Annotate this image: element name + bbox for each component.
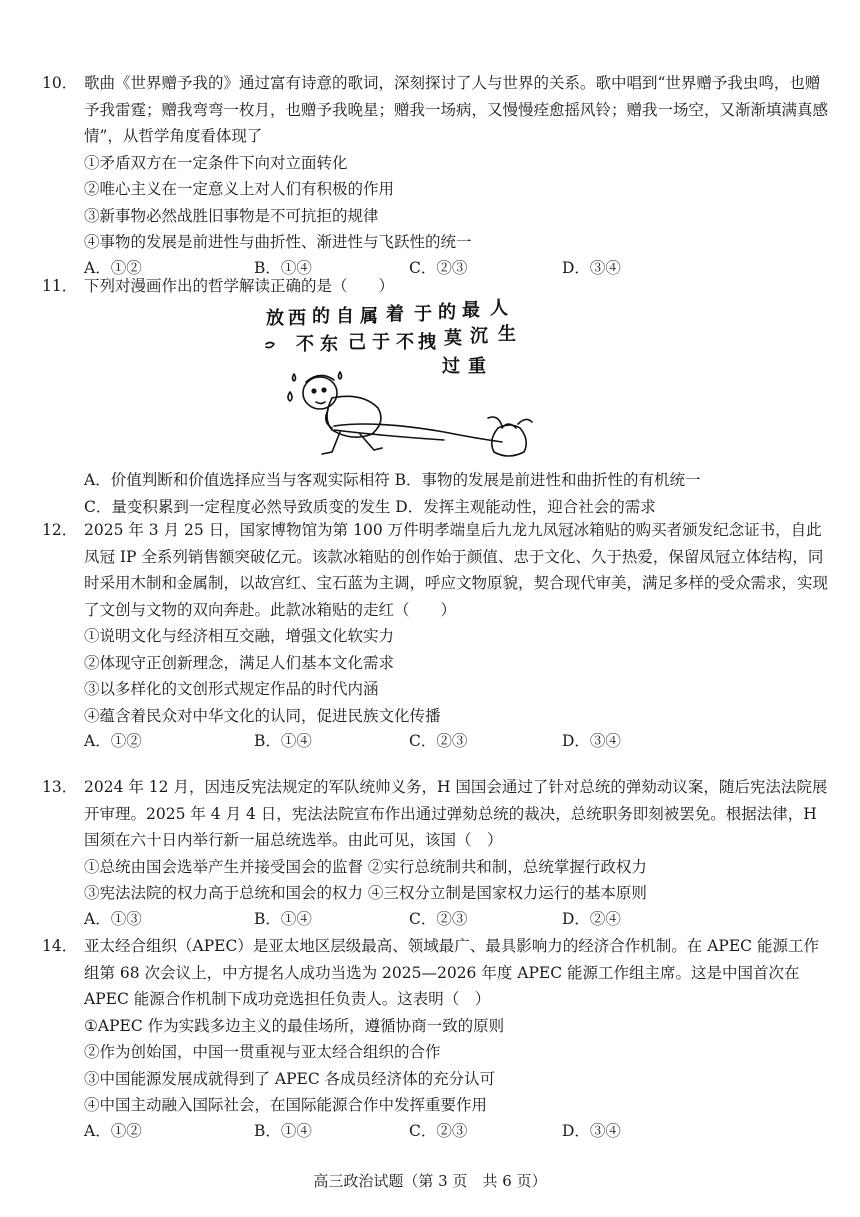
choice-row-ab[interactable]: A．价值判断和价值选择应当与客观实际相符 B．事物的发展是前进性和曲折性的有机统一	[84, 471, 701, 489]
choice-a[interactable]: A．①②	[84, 1121, 142, 1140]
caption-char: 属	[360, 306, 378, 327]
question-number: 13．	[42, 778, 78, 796]
statement-option: ④中国主动融入国际社会，在国际能源合作中发挥重要作用	[84, 1096, 488, 1114]
caption-char: 莫	[444, 328, 462, 349]
choice-row-cd[interactable]: C．量变积累到一定程度必然导致质变的发生 D．发挥主观能动性，迎合社会的需求	[84, 497, 656, 516]
question-number: 11．	[42, 277, 78, 295]
caption-char: 不	[396, 332, 414, 353]
question-13	[42, 774, 834, 933]
choice-c[interactable]: C．②③	[409, 732, 468, 750]
choice-b[interactable]: B．①④	[254, 909, 312, 928]
question-stem: 亚太经合组织（APEC）是亚太地区层级最高、领域最广、最具影响力的经济合作机制。在 APEC 能源工作组第 68 次会议上，中方提名人成功当选为 2025—2026 年度 APEC 能源工作组主席。这是中国首次在 APEC 能源合作机制下成功竞选担任负责人。这表明（ ）	[84, 937, 819, 1008]
statement-option: ③宪法法院的权力高于总统和国会的权力 ④三权分立制是国家权力运行的基本原则	[84, 884, 647, 902]
caption-char: 西	[288, 308, 306, 329]
statement-option: ①APEC 作为实践多边主义的最佳场所，遵循协商一致的原则	[84, 1016, 505, 1035]
question-number: 14．	[42, 937, 78, 955]
page-footer: 高三政治试题（第 3 页 共 6 页）	[313, 1172, 547, 1190]
choice-c[interactable]: C．②③	[409, 909, 468, 928]
cartoon-illustration	[262, 298, 562, 460]
question-stem: 歌曲《世界赠予我的》通过富有诗意的歌词，深刻探讨了人与世界的关系。歌中唱到“世界赠予我虫鸣，也赠予我雷霆；赠我弯弯一枚月，也赠予我晚星；赠我一场病，又慢慢痊愈摇风铃；赠我一场空，又渐渐填满真感情”，从哲学角度看体现了	[84, 74, 829, 145]
answer-choices	[84, 729, 834, 755]
question-11	[42, 273, 834, 300]
choice-d[interactable]: D．③④	[562, 732, 621, 750]
caption-char: 生	[498, 324, 516, 345]
question-stem: 2024 年 12 月，因违反宪法规定的军队统帅义务，H 国国会通过了针对总统的弹劾动议案，随后宪法法院展开审理。2025 年 4 月 4 日，宪法法院宣布作出通过弹劾总统的裁决，总统职务即刻被罢免。根据法律，H 国须在六十日内举行新一届总统选举。由此可见，该国（ ）	[84, 778, 828, 849]
statement-option: ①说明文化与经济相互交融，增强文化软实力	[84, 627, 395, 645]
caption-char: 于	[372, 332, 390, 353]
statement-option: ③中国能源发展成就得到了 APEC 各成员经济体的充分认可	[84, 1069, 496, 1088]
caption-char: 东	[320, 334, 338, 355]
choice-a[interactable]: A．①②	[84, 732, 142, 750]
caption-char: 的	[438, 302, 456, 323]
figure-drawing	[266, 343, 532, 457]
caption-char: 拽	[418, 332, 436, 353]
statement-option: ②唯心主义在一定意义上对人们有积极的作用	[84, 180, 395, 198]
caption-char: 着	[386, 304, 404, 325]
question-10	[42, 70, 834, 282]
question-12	[42, 517, 834, 755]
caption-char: 人	[490, 298, 508, 319]
choice-a[interactable]: A．①③	[84, 909, 142, 928]
caption-char: 于	[414, 304, 432, 325]
caption-char: 自	[336, 306, 354, 327]
caption-char: 重	[468, 356, 486, 377]
choice-b[interactable]: B．①④	[254, 258, 312, 277]
question-stem: 2025 年 3 月 25 日，国家博物馆为第 100 万件明孝端皇后九龙九凤冠冰箱贴的购买者颁发纪念证书，自此凤冠 IP 全系列销售额突破亿元。该款冰箱贴的创作始于颜值、忠于文化、久于热爱，保留凤冠立体结构，同时采用木制和金属制，以故宫红、宝石蓝为主调，呼应文物原貌，契合现代审美，满足多样的受众需求，实现了文创与文物的双向奔赴。此款冰箱贴的走红（ ）	[84, 521, 829, 619]
question-14	[42, 933, 834, 1145]
statement-option: ③新事物必然战胜旧事物是不可抗拒的规律	[84, 206, 379, 225]
choice-d[interactable]: D．②④	[562, 909, 621, 928]
question-number: 10．	[42, 74, 78, 92]
choice-a[interactable]: A．①②	[84, 258, 142, 277]
choice-c[interactable]: C．②③	[409, 258, 468, 277]
caption-char: 沉	[470, 326, 488, 347]
statement-option: ④蕴含着民众对中华文化的认同，促进民族文化传播	[84, 706, 441, 725]
choice-b[interactable]: B．①④	[254, 1121, 312, 1140]
question-stem: 下列对漫画作出的哲学解读正确的是（ ）	[84, 277, 395, 295]
statement-option: ①总统由国会选举产生并接受国会的监督 ②实行总统制共和制，总统掌握行政权力	[84, 857, 647, 876]
choice-d[interactable]: D．③④	[562, 258, 621, 277]
choice-b[interactable]: B．①④	[254, 732, 312, 750]
caption-char: 过	[442, 356, 460, 377]
answer-choices	[84, 1119, 834, 1145]
caption-char: 放	[266, 308, 284, 329]
answer-choices	[84, 907, 834, 933]
statement-option: ②体现守正创新理念，满足人们基本文化需求	[84, 653, 395, 672]
statement-option: ④事物的发展是前进性与曲折性、渐进性与飞跃性的统一	[84, 233, 472, 251]
choice-c[interactable]: C．②③	[409, 1121, 468, 1140]
statement-option: ①矛盾双方在一定条件下向对立面转化	[84, 153, 348, 172]
statement-option: ②作为创始国，中国一贯重视与亚太经合组织的合作	[84, 1043, 441, 1061]
choice-d[interactable]: D．③④	[562, 1121, 621, 1140]
caption-char: 的	[312, 306, 330, 327]
caption-char: 不	[296, 334, 314, 355]
caption-char: 己	[348, 332, 366, 353]
caption-char: 最	[462, 300, 480, 321]
question-11-options	[42, 467, 834, 520]
question-number: 12．	[42, 521, 78, 539]
statement-option: ③以多样化的文创形式规定作品的时代内涵	[84, 680, 379, 698]
